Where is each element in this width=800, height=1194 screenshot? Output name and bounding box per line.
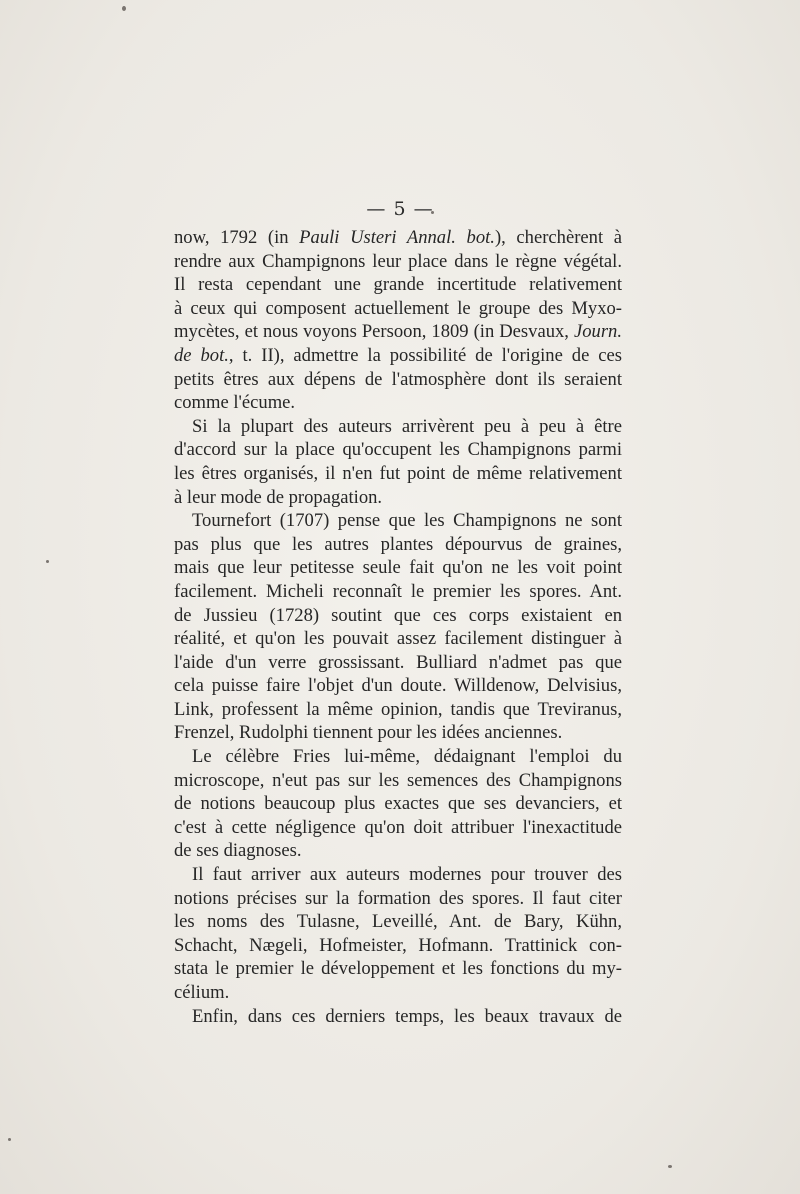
paper-speck (668, 1165, 672, 1168)
text-line: les noms des Tulasne, Leveillé, Ant. de Bary, Kühn, (174, 911, 622, 933)
text-segment: , t. II), admettre la possibilité de l'origine de ces (228, 344, 622, 366)
text-line: Il faut arriver aux auteurs modernes pour trouver des (192, 864, 622, 886)
text-line: comme l'écume. (174, 392, 296, 414)
text-line: facilement. Micheli reconnaît le premier les spores. Ant. (174, 580, 622, 602)
text-line (174, 226, 622, 250)
text-line: Si la plupart des auteurs arrivèrent peu à peu à être (192, 415, 622, 437)
text-line: mais que leur petitesse seule fait qu'on ne les voit point (174, 557, 622, 579)
text-line: Enfin, dans ces derniers temps, les beaux travaux de (192, 1005, 622, 1027)
text-line: les êtres organisés, il n'en fut point de même relativement (174, 462, 622, 484)
text-line: microscope, n'eut pas sur les semences des Champignons (174, 769, 622, 791)
text-line: de notions beaucoup plus exactes que ses devanciers, et (174, 793, 622, 815)
text-segment: mycètes, et nous voyons Persoon, 1809 (in Desvaux, (174, 321, 574, 343)
body-text (174, 226, 622, 1028)
page-number: — 5 — (366, 198, 434, 220)
text-line (174, 344, 622, 368)
text-line: notions précises sur la formation des spores. Il faut citer (174, 887, 622, 909)
paper-speck (46, 560, 49, 563)
text-line: c'est à cette négligence qu'on doit attribuer l'inexactitude (174, 816, 622, 838)
italic-citation: de bot. (174, 344, 229, 366)
text-line: Schacht, Nægeli, Hofmeister, Hofmann. Trattinick con- (174, 934, 622, 956)
text-line: petits êtres aux dépens de l'atmosphère dont ils seraient (174, 368, 622, 390)
text-line: stata le premier le développement et les fonctions du my- (174, 958, 622, 980)
text-line: pas plus que les autres plantes dépourvus de graines, (174, 533, 622, 555)
italic-citation: Journ. (573, 321, 622, 343)
text-line: rendre aux Champignons leur place dans le règne végétal. (174, 250, 622, 272)
text-line: de ses diagnoses. (174, 840, 302, 862)
text-line: célium. (174, 982, 230, 1003)
text-line: d'accord sur la place qu'occupent les Champignons parmi (174, 439, 622, 461)
text-line: à ceux qui composent actuellement le groupe des Myxo- (174, 297, 622, 319)
text-line: de Jussieu (1728) soutint que ces corps existaient en (174, 604, 622, 626)
text-line: l'aide d'un verre grossissant. Bulliard n'admet pas que (174, 651, 622, 673)
text-line: Link, professent la même opinion, tandis que Treviranus, (174, 698, 622, 720)
text-line: réalité, et qu'on les pouvait assez facilement distinguer à (174, 628, 622, 650)
text-line: Tournefort (1707) pense que les Champignons ne sont (192, 510, 622, 532)
text-line: Le célèbre Fries lui-même, dédaignant l'emploi du (192, 746, 622, 768)
paper-speck (122, 6, 126, 11)
paper-speck (8, 1138, 11, 1141)
text-line: Frenzel, Rudolphi tiennent pour les idées anciennes. (174, 722, 563, 744)
text-line: Il resta cependant une grande incertitude relativement (174, 274, 622, 296)
text-line (174, 320, 622, 344)
text-segment: ), cherchèrent à (494, 227, 622, 248)
italic-citation: Pauli Usteri Annal. bot. (299, 227, 495, 248)
text-line: cela puisse faire l'objet d'un doute. Willdenow, Delvisius, (174, 675, 622, 697)
text-line: à leur mode de propagation. (174, 486, 383, 508)
text-segment: now, 1792 (in (174, 227, 300, 248)
